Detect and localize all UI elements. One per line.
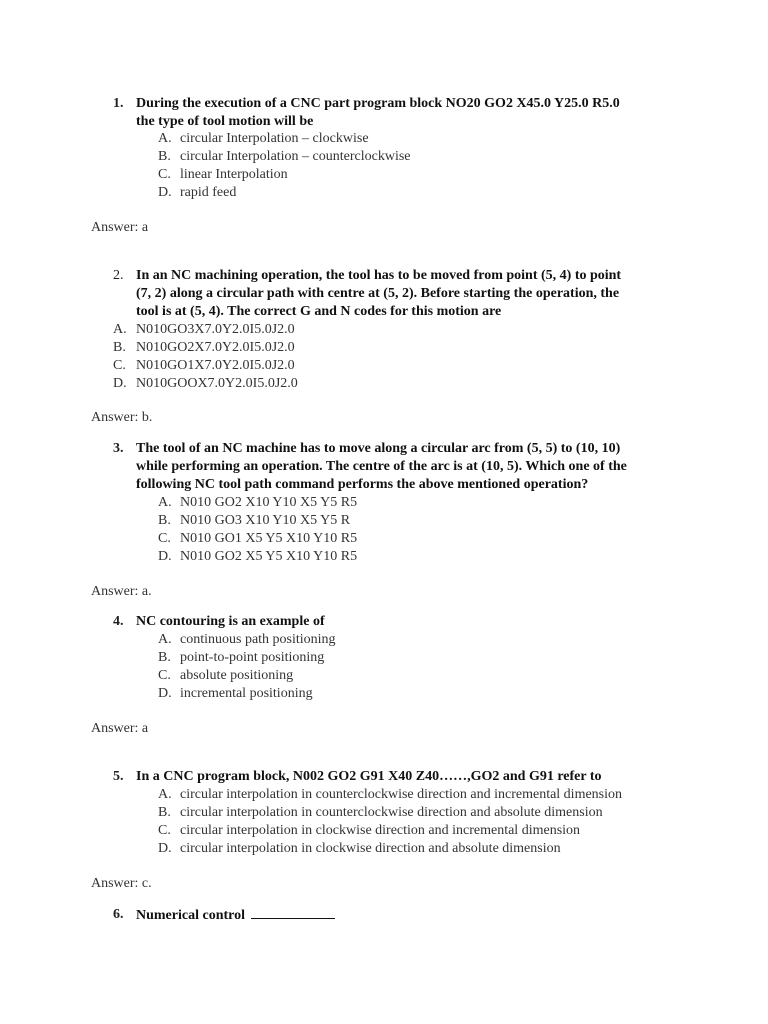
option-text: N010GO3X7.0Y2.0I5.0J2.0: [136, 322, 295, 337]
option-letter: A.: [158, 495, 172, 510]
question-text: NC contouring is an example of: [136, 614, 325, 629]
question-text: the type of tool motion will be: [136, 114, 314, 129]
question-number: 6.: [113, 907, 124, 922]
question-number: 2.: [113, 268, 124, 283]
option-text: N010GOOX7.0Y2.0I5.0J2.0: [136, 376, 298, 391]
option-letter: A.: [113, 322, 127, 337]
question-number: 1.: [113, 96, 124, 111]
question-text: Numerical control: [136, 908, 245, 923]
option-letter: B.: [113, 340, 126, 355]
question-number: 4.: [113, 614, 124, 629]
option-text: circular Interpolation – clockwise: [180, 131, 369, 146]
option-text: circular interpolation in clockwise direction and absolute dimension: [180, 841, 561, 856]
option-letter: D.: [158, 841, 172, 856]
option-text: continuous path positioning: [180, 632, 336, 647]
answer-text: Answer: b.: [91, 410, 153, 425]
question-text: (7, 2) along a circular path with centre at (5, 2). Before starting the operation, the: [136, 286, 620, 301]
option-text: N010 GO2 X5 Y5 X10 Y10 R5: [180, 549, 358, 564]
question-number: 3.: [113, 441, 124, 456]
answer-text: Answer: a: [91, 721, 149, 736]
option-text: circular interpolation in clockwise direction and incremental dimension: [180, 823, 581, 838]
option-text: N010GO2X7.0Y2.0I5.0J2.0: [136, 340, 295, 355]
option-text: N010 GO3 X10 Y10 X5 Y5 R: [180, 513, 351, 528]
option-letter: C.: [158, 823, 171, 838]
option-letter: B.: [158, 805, 171, 820]
option-text: circular interpolation in counterclockwise direction and absolute dimension: [180, 805, 603, 820]
option-letter: C.: [158, 167, 171, 182]
option-text: incremental positioning: [180, 686, 313, 701]
option-text: circular Interpolation – counterclockwise: [180, 149, 411, 164]
answer-text: Answer: c.: [91, 876, 152, 891]
option-text: linear Interpolation: [180, 167, 288, 182]
answer-blank: [251, 906, 335, 919]
option-text: absolute positioning: [180, 668, 294, 683]
option-text: rapid feed: [180, 185, 237, 200]
option-letter: B.: [158, 149, 171, 164]
option-letter: B.: [158, 650, 171, 665]
answer-text: Answer: a: [91, 220, 149, 235]
question-text: following NC tool path command performs the above mentioned operation?: [136, 477, 589, 492]
option-letter: C.: [158, 668, 171, 683]
answer-text: Answer: a.: [91, 584, 152, 599]
question-text: tool is at (5, 4). The correct G and N codes for this motion are: [136, 304, 502, 319]
question-text: The tool of an NC machine has to move along a circular arc from (5, 5) to (10, 10): [136, 441, 621, 456]
question-text: During the execution of a CNC part program block NO20 GO2 X45.0 Y25.0 R5.0: [136, 96, 620, 111]
question-text-with-blank: [136, 906, 335, 925]
option-letter: A.: [158, 787, 172, 802]
option-letter: D.: [158, 686, 172, 701]
option-text: circular interpolation in counterclockwise direction and incremental dimension: [180, 787, 623, 802]
option-text: N010 GO1 X5 Y5 X10 Y10 R5: [180, 531, 358, 546]
option-letter: B.: [158, 513, 171, 528]
option-text: N010GO1X7.0Y2.0I5.0J2.0: [136, 358, 295, 373]
option-text: N010 GO2 X10 Y10 X5 Y5 R5: [180, 495, 358, 510]
question-text: while performing an operation. The centre of the arc is at (10, 5). Which one of the: [136, 459, 627, 474]
option-text: point-to-point positioning: [180, 650, 325, 665]
option-letter: D.: [113, 376, 127, 391]
option-letter: D.: [158, 185, 172, 200]
question-number: 5.: [113, 769, 124, 784]
option-letter: A.: [158, 632, 172, 647]
option-letter: A.: [158, 131, 172, 146]
option-letter: C.: [158, 531, 171, 546]
question-text: In an NC machining operation, the tool has to be moved from point (5, 4) to point: [136, 268, 622, 283]
option-letter: D.: [158, 549, 172, 564]
option-letter: C.: [113, 358, 126, 373]
question-text: In a CNC program block, N002 GO2 G91 X40 Z40……,GO2 and G91 refer to: [136, 769, 602, 784]
